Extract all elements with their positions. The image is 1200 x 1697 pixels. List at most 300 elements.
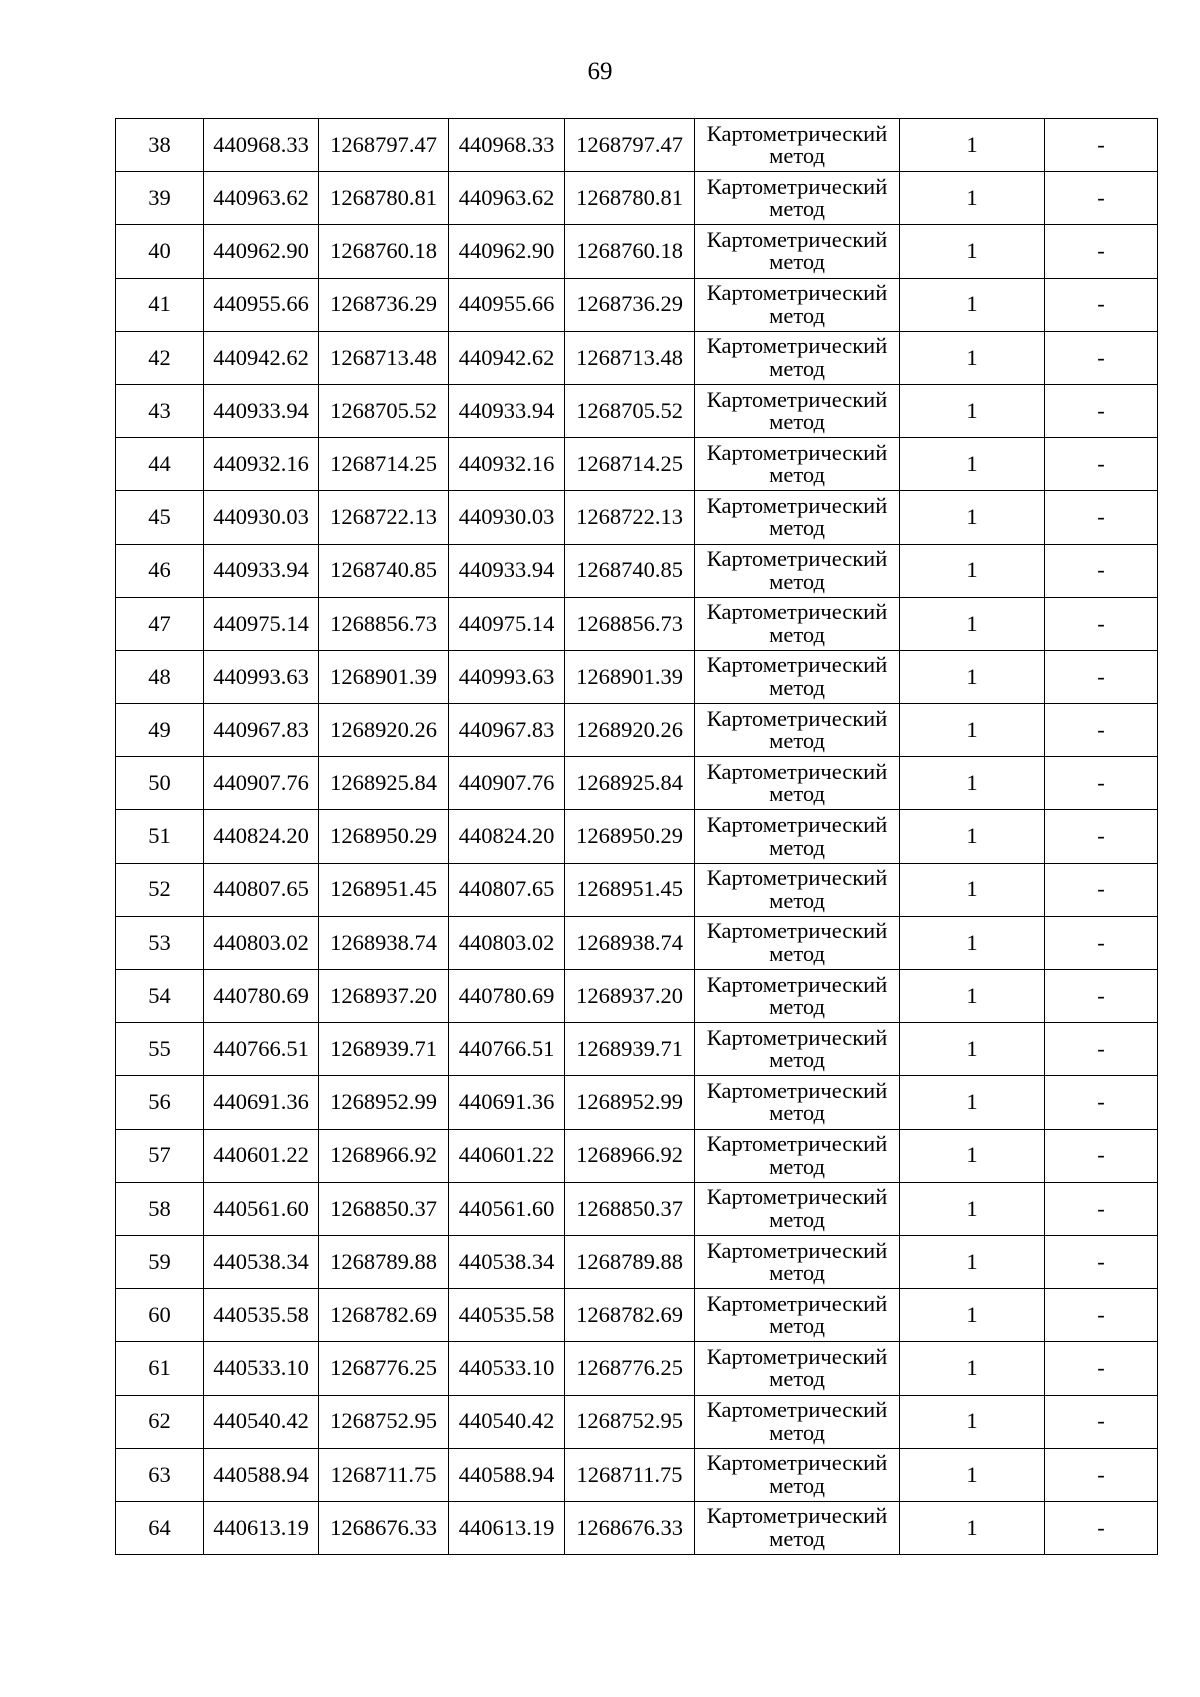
method-line-2: метод bbox=[769, 1260, 825, 1286]
method-line-1: Картометрический bbox=[706, 1024, 888, 1050]
point-number-cell: 46 bbox=[116, 544, 204, 597]
x-refined-cell: 440691.36 bbox=[449, 1076, 565, 1129]
method-cell bbox=[695, 1342, 900, 1395]
x-existing-cell: 440933.94 bbox=[204, 544, 319, 597]
y-refined-cell: 1268951.45 bbox=[565, 863, 695, 916]
point-number-cell: 52 bbox=[116, 863, 204, 916]
y-refined-cell: 1268939.71 bbox=[565, 1023, 695, 1076]
y-existing-cell: 1268713.48 bbox=[319, 331, 449, 384]
x-refined-cell: 440993.63 bbox=[449, 650, 565, 703]
point-number-cell: 63 bbox=[116, 1448, 204, 1501]
accuracy-cell: 1 bbox=[900, 1501, 1045, 1554]
table-row bbox=[116, 1395, 1158, 1448]
method-line-1: Картометрический bbox=[706, 1397, 888, 1423]
x-refined-cell: 440955.66 bbox=[449, 278, 565, 331]
accuracy-cell: 1 bbox=[900, 491, 1045, 544]
y-refined-cell: 1268920.26 bbox=[565, 704, 695, 757]
y-existing-cell: 1268780.81 bbox=[319, 172, 449, 225]
accuracy-cell: 1 bbox=[900, 1023, 1045, 1076]
x-refined-cell: 440561.60 bbox=[449, 1182, 565, 1235]
method-line-2: метод bbox=[769, 515, 825, 541]
method-line-2: метод bbox=[769, 568, 825, 594]
method-line-1: Картометрический bbox=[706, 758, 888, 784]
x-existing-cell: 440780.69 bbox=[204, 970, 319, 1023]
method-line-1: Картометрический bbox=[706, 1503, 888, 1529]
x-existing-cell: 440968.33 bbox=[204, 119, 319, 172]
y-existing-cell: 1268711.75 bbox=[319, 1448, 449, 1501]
note-cell: - bbox=[1045, 172, 1158, 225]
y-existing-cell: 1268920.26 bbox=[319, 704, 449, 757]
x-existing-cell: 440766.51 bbox=[204, 1023, 319, 1076]
method-cell bbox=[695, 1182, 900, 1235]
accuracy-cell: 1 bbox=[900, 1342, 1045, 1395]
x-existing-cell: 440535.58 bbox=[204, 1289, 319, 1342]
x-refined-cell: 440967.83 bbox=[449, 704, 565, 757]
y-existing-cell: 1268950.29 bbox=[319, 810, 449, 863]
point-number-cell: 62 bbox=[116, 1395, 204, 1448]
x-existing-cell: 440993.63 bbox=[204, 650, 319, 703]
x-existing-cell: 440962.90 bbox=[204, 225, 319, 278]
x-refined-cell: 440933.94 bbox=[449, 544, 565, 597]
note-cell: - bbox=[1045, 384, 1158, 437]
method-line-1: Картометрический bbox=[706, 1184, 888, 1210]
method-line-2: метод bbox=[769, 355, 825, 381]
note-cell: - bbox=[1045, 1448, 1158, 1501]
table-row bbox=[116, 438, 1158, 491]
method-line-1: Картометрический bbox=[706, 1237, 888, 1263]
table-row bbox=[116, 331, 1158, 384]
accuracy-cell: 1 bbox=[900, 438, 1045, 491]
method-line-2: метод bbox=[769, 728, 825, 754]
x-existing-cell: 440561.60 bbox=[204, 1182, 319, 1235]
method-cell bbox=[695, 1448, 900, 1501]
table-row bbox=[116, 1342, 1158, 1395]
x-existing-cell: 440613.19 bbox=[204, 1501, 319, 1554]
method-cell bbox=[695, 331, 900, 384]
y-existing-cell: 1268714.25 bbox=[319, 438, 449, 491]
accuracy-cell: 1 bbox=[900, 331, 1045, 384]
note-cell: - bbox=[1045, 438, 1158, 491]
method-cell bbox=[695, 491, 900, 544]
note-cell: - bbox=[1045, 810, 1158, 863]
table-row bbox=[116, 757, 1158, 810]
method-line-2: метод bbox=[769, 1206, 825, 1232]
x-existing-cell: 440588.94 bbox=[204, 1448, 319, 1501]
method-line-2: метод bbox=[769, 1153, 825, 1179]
y-existing-cell: 1268776.25 bbox=[319, 1342, 449, 1395]
y-existing-cell: 1268752.95 bbox=[319, 1395, 449, 1448]
method-cell bbox=[695, 1235, 900, 1288]
point-number-cell: 38 bbox=[116, 119, 204, 172]
coordinates-table bbox=[115, 118, 1158, 1555]
y-existing-cell: 1268952.99 bbox=[319, 1076, 449, 1129]
point-number-cell: 43 bbox=[116, 384, 204, 437]
point-number-cell: 45 bbox=[116, 491, 204, 544]
y-existing-cell: 1268760.18 bbox=[319, 225, 449, 278]
y-existing-cell: 1268951.45 bbox=[319, 863, 449, 916]
method-line-1: Картометрический bbox=[706, 812, 888, 838]
x-refined-cell: 440540.42 bbox=[449, 1395, 565, 1448]
y-existing-cell: 1268676.33 bbox=[319, 1501, 449, 1554]
point-number-cell: 54 bbox=[116, 970, 204, 1023]
accuracy-cell: 1 bbox=[900, 597, 1045, 650]
y-refined-cell: 1268776.25 bbox=[565, 1342, 695, 1395]
point-number-cell: 61 bbox=[116, 1342, 204, 1395]
y-refined-cell: 1268722.13 bbox=[565, 491, 695, 544]
table-row bbox=[116, 1182, 1158, 1235]
y-refined-cell: 1268713.48 bbox=[565, 331, 695, 384]
x-existing-cell: 440803.02 bbox=[204, 916, 319, 969]
accuracy-cell: 1 bbox=[900, 278, 1045, 331]
note-cell: - bbox=[1045, 331, 1158, 384]
method-line-1: Картометрический bbox=[706, 226, 888, 252]
x-refined-cell: 440807.65 bbox=[449, 863, 565, 916]
method-line-1: Картометрический bbox=[706, 1131, 888, 1157]
accuracy-cell: 1 bbox=[900, 1182, 1045, 1235]
accuracy-cell: 1 bbox=[900, 1289, 1045, 1342]
y-refined-cell: 1268950.29 bbox=[565, 810, 695, 863]
table-row bbox=[116, 278, 1158, 331]
method-line-1: Картометрический bbox=[706, 1343, 888, 1369]
method-line-2: метод bbox=[769, 1313, 825, 1339]
table-row bbox=[116, 119, 1158, 172]
method-line-2: метод bbox=[769, 1525, 825, 1551]
accuracy-cell: 1 bbox=[900, 1448, 1045, 1501]
x-existing-cell: 440930.03 bbox=[204, 491, 319, 544]
point-number-cell: 60 bbox=[116, 1289, 204, 1342]
x-existing-cell: 440601.22 bbox=[204, 1129, 319, 1182]
y-existing-cell: 1268901.39 bbox=[319, 650, 449, 703]
method-line-2: метод bbox=[769, 1100, 825, 1126]
y-refined-cell: 1268705.52 bbox=[565, 384, 695, 437]
y-refined-cell: 1268856.73 bbox=[565, 597, 695, 650]
y-refined-cell: 1268937.20 bbox=[565, 970, 695, 1023]
accuracy-cell: 1 bbox=[900, 810, 1045, 863]
note-cell: - bbox=[1045, 704, 1158, 757]
y-refined-cell: 1268797.47 bbox=[565, 119, 695, 172]
x-refined-cell: 440968.33 bbox=[449, 119, 565, 172]
x-refined-cell: 440932.16 bbox=[449, 438, 565, 491]
x-existing-cell: 440975.14 bbox=[204, 597, 319, 650]
accuracy-cell: 1 bbox=[900, 1076, 1045, 1129]
method-line-2: метод bbox=[769, 994, 825, 1020]
point-number-cell: 58 bbox=[116, 1182, 204, 1235]
x-refined-cell: 440601.22 bbox=[449, 1129, 565, 1182]
note-cell: - bbox=[1045, 1182, 1158, 1235]
x-existing-cell: 440691.36 bbox=[204, 1076, 319, 1129]
point-number-cell: 56 bbox=[116, 1076, 204, 1129]
accuracy-cell: 1 bbox=[900, 1235, 1045, 1288]
table-row bbox=[116, 225, 1158, 278]
method-line-1: Картометрический bbox=[706, 120, 888, 146]
note-cell: - bbox=[1045, 970, 1158, 1023]
method-line-1: Картометрический bbox=[706, 546, 888, 572]
x-refined-cell: 440975.14 bbox=[449, 597, 565, 650]
method-cell bbox=[695, 225, 900, 278]
note-cell: - bbox=[1045, 863, 1158, 916]
note-cell: - bbox=[1045, 1501, 1158, 1554]
method-cell bbox=[695, 1076, 900, 1129]
y-existing-cell: 1268938.74 bbox=[319, 916, 449, 969]
method-line-2: метод bbox=[769, 621, 825, 647]
method-cell bbox=[695, 1395, 900, 1448]
y-refined-cell: 1268740.85 bbox=[565, 544, 695, 597]
y-refined-cell: 1268782.69 bbox=[565, 1289, 695, 1342]
y-refined-cell: 1268736.29 bbox=[565, 278, 695, 331]
table-row bbox=[116, 491, 1158, 544]
y-existing-cell: 1268966.92 bbox=[319, 1129, 449, 1182]
point-number-cell: 57 bbox=[116, 1129, 204, 1182]
method-cell bbox=[695, 172, 900, 225]
x-existing-cell: 440967.83 bbox=[204, 704, 319, 757]
note-cell: - bbox=[1045, 1395, 1158, 1448]
note-cell: - bbox=[1045, 597, 1158, 650]
method-cell bbox=[695, 1501, 900, 1554]
point-number-cell: 55 bbox=[116, 1023, 204, 1076]
x-existing-cell: 440540.42 bbox=[204, 1395, 319, 1448]
y-refined-cell: 1268966.92 bbox=[565, 1129, 695, 1182]
method-line-1: Картометрический bbox=[706, 280, 888, 306]
method-line-1: Картометрический bbox=[706, 705, 888, 731]
note-cell: - bbox=[1045, 1129, 1158, 1182]
x-refined-cell: 440962.90 bbox=[449, 225, 565, 278]
y-refined-cell: 1268676.33 bbox=[565, 1501, 695, 1554]
note-cell: - bbox=[1045, 1342, 1158, 1395]
method-line-1: Картометрический bbox=[706, 652, 888, 678]
accuracy-cell: 1 bbox=[900, 863, 1045, 916]
table-row bbox=[116, 597, 1158, 650]
method-cell bbox=[695, 1129, 900, 1182]
note-cell: - bbox=[1045, 1289, 1158, 1342]
table-row bbox=[116, 1448, 1158, 1501]
y-existing-cell: 1268939.71 bbox=[319, 1023, 449, 1076]
method-cell bbox=[695, 916, 900, 969]
method-cell bbox=[695, 863, 900, 916]
x-refined-cell: 440907.76 bbox=[449, 757, 565, 810]
x-refined-cell: 440824.20 bbox=[449, 810, 565, 863]
method-cell bbox=[695, 119, 900, 172]
x-refined-cell: 440930.03 bbox=[449, 491, 565, 544]
y-existing-cell: 1268850.37 bbox=[319, 1182, 449, 1235]
point-number-cell: 39 bbox=[116, 172, 204, 225]
method-line-2: метод bbox=[769, 196, 825, 222]
x-existing-cell: 440807.65 bbox=[204, 863, 319, 916]
coordinates-table-body bbox=[116, 119, 1158, 1555]
accuracy-cell: 1 bbox=[900, 916, 1045, 969]
note-cell: - bbox=[1045, 491, 1158, 544]
x-existing-cell: 440907.76 bbox=[204, 757, 319, 810]
method-line-2: метод bbox=[769, 887, 825, 913]
x-existing-cell: 440963.62 bbox=[204, 172, 319, 225]
x-refined-cell: 440613.19 bbox=[449, 1501, 565, 1554]
table-row bbox=[116, 863, 1158, 916]
x-refined-cell: 440933.94 bbox=[449, 384, 565, 437]
method-line-2: метод bbox=[769, 781, 825, 807]
accuracy-cell: 1 bbox=[900, 704, 1045, 757]
table-row bbox=[116, 1289, 1158, 1342]
y-existing-cell: 1268740.85 bbox=[319, 544, 449, 597]
table-row bbox=[116, 1129, 1158, 1182]
x-existing-cell: 440533.10 bbox=[204, 1342, 319, 1395]
method-line-1: Картометрический bbox=[706, 918, 888, 944]
x-refined-cell: 440588.94 bbox=[449, 1448, 565, 1501]
method-line-2: метод bbox=[769, 249, 825, 275]
table-row bbox=[116, 1076, 1158, 1129]
accuracy-cell: 1 bbox=[900, 1395, 1045, 1448]
x-existing-cell: 440933.94 bbox=[204, 384, 319, 437]
note-cell: - bbox=[1045, 1235, 1158, 1288]
table-row bbox=[116, 650, 1158, 703]
method-line-2: метод bbox=[769, 143, 825, 169]
y-refined-cell: 1268938.74 bbox=[565, 916, 695, 969]
x-refined-cell: 440535.58 bbox=[449, 1289, 565, 1342]
note-cell: - bbox=[1045, 1076, 1158, 1129]
accuracy-cell: 1 bbox=[900, 650, 1045, 703]
point-number-cell: 44 bbox=[116, 438, 204, 491]
method-line-1: Картометрический bbox=[706, 1290, 888, 1316]
accuracy-cell: 1 bbox=[900, 172, 1045, 225]
note-cell: - bbox=[1045, 650, 1158, 703]
y-refined-cell: 1268714.25 bbox=[565, 438, 695, 491]
method-cell bbox=[695, 384, 900, 437]
point-number-cell: 59 bbox=[116, 1235, 204, 1288]
table-row bbox=[116, 172, 1158, 225]
point-number-cell: 51 bbox=[116, 810, 204, 863]
point-number-cell: 40 bbox=[116, 225, 204, 278]
x-refined-cell: 440942.62 bbox=[449, 331, 565, 384]
point-number-cell: 49 bbox=[116, 704, 204, 757]
table-row bbox=[116, 1235, 1158, 1288]
method-line-2: метод bbox=[769, 462, 825, 488]
method-line-2: метод bbox=[769, 940, 825, 966]
method-cell bbox=[695, 810, 900, 863]
method-line-1: Картометрический bbox=[706, 492, 888, 518]
y-refined-cell: 1268711.75 bbox=[565, 1448, 695, 1501]
y-refined-cell: 1268901.39 bbox=[565, 650, 695, 703]
method-line-2: метод bbox=[769, 302, 825, 328]
note-cell: - bbox=[1045, 119, 1158, 172]
method-cell bbox=[695, 544, 900, 597]
x-refined-cell: 440538.34 bbox=[449, 1235, 565, 1288]
table-row bbox=[116, 810, 1158, 863]
point-number-cell: 53 bbox=[116, 916, 204, 969]
method-cell bbox=[695, 757, 900, 810]
page-number: 69 bbox=[587, 58, 613, 85]
y-refined-cell: 1268925.84 bbox=[565, 757, 695, 810]
y-existing-cell: 1268736.29 bbox=[319, 278, 449, 331]
point-number-cell: 47 bbox=[116, 597, 204, 650]
y-refined-cell: 1268850.37 bbox=[565, 1182, 695, 1235]
point-number-cell: 42 bbox=[116, 331, 204, 384]
y-refined-cell: 1268780.81 bbox=[565, 172, 695, 225]
x-refined-cell: 440963.62 bbox=[449, 172, 565, 225]
method-cell bbox=[695, 704, 900, 757]
y-refined-cell: 1268752.95 bbox=[565, 1395, 695, 1448]
table-row bbox=[116, 970, 1158, 1023]
method-line-1: Картометрический bbox=[706, 173, 888, 199]
x-existing-cell: 440942.62 bbox=[204, 331, 319, 384]
table-row bbox=[116, 704, 1158, 757]
note-cell: - bbox=[1045, 1023, 1158, 1076]
method-cell bbox=[695, 438, 900, 491]
table-row bbox=[116, 1501, 1158, 1554]
y-existing-cell: 1268925.84 bbox=[319, 757, 449, 810]
method-cell bbox=[695, 970, 900, 1023]
x-refined-cell: 440766.51 bbox=[449, 1023, 565, 1076]
method-line-1: Картометрический bbox=[706, 865, 888, 891]
y-existing-cell: 1268705.52 bbox=[319, 384, 449, 437]
y-refined-cell: 1268952.99 bbox=[565, 1076, 695, 1129]
method-cell bbox=[695, 650, 900, 703]
table-row bbox=[116, 544, 1158, 597]
accuracy-cell: 1 bbox=[900, 119, 1045, 172]
accuracy-cell: 1 bbox=[900, 544, 1045, 597]
note-cell: - bbox=[1045, 916, 1158, 969]
method-line-1: Картометрический bbox=[706, 1450, 888, 1476]
x-existing-cell: 440824.20 bbox=[204, 810, 319, 863]
y-existing-cell: 1268782.69 bbox=[319, 1289, 449, 1342]
accuracy-cell: 1 bbox=[900, 757, 1045, 810]
point-number-cell: 41 bbox=[116, 278, 204, 331]
accuracy-cell: 1 bbox=[900, 225, 1045, 278]
accuracy-cell: 1 bbox=[900, 970, 1045, 1023]
table-row bbox=[116, 384, 1158, 437]
method-line-1: Картометрический bbox=[706, 439, 888, 465]
point-number-cell: 48 bbox=[116, 650, 204, 703]
method-line-1: Картометрический bbox=[706, 599, 888, 625]
method-line-1: Картометрический bbox=[706, 971, 888, 997]
y-existing-cell: 1268722.13 bbox=[319, 491, 449, 544]
x-refined-cell: 440780.69 bbox=[449, 970, 565, 1023]
accuracy-cell: 1 bbox=[900, 1129, 1045, 1182]
note-cell: - bbox=[1045, 225, 1158, 278]
y-existing-cell: 1268797.47 bbox=[319, 119, 449, 172]
x-existing-cell: 440932.16 bbox=[204, 438, 319, 491]
note-cell: - bbox=[1045, 757, 1158, 810]
point-number-cell: 64 bbox=[116, 1501, 204, 1554]
method-line-2: метод bbox=[769, 1047, 825, 1073]
x-existing-cell: 440955.66 bbox=[204, 278, 319, 331]
method-cell bbox=[695, 597, 900, 650]
method-cell bbox=[695, 278, 900, 331]
method-line-2: метод bbox=[769, 409, 825, 435]
method-cell bbox=[695, 1023, 900, 1076]
x-existing-cell: 440538.34 bbox=[204, 1235, 319, 1288]
table-row bbox=[116, 916, 1158, 969]
y-existing-cell: 1268789.88 bbox=[319, 1235, 449, 1288]
method-line-1: Картометрический bbox=[706, 1077, 888, 1103]
method-line-1: Картометрический bbox=[706, 386, 888, 412]
point-number-cell: 50 bbox=[116, 757, 204, 810]
y-refined-cell: 1268760.18 bbox=[565, 225, 695, 278]
y-refined-cell: 1268789.88 bbox=[565, 1235, 695, 1288]
method-line-2: метод bbox=[769, 674, 825, 700]
method-line-2: метод bbox=[769, 1472, 825, 1498]
y-existing-cell: 1268937.20 bbox=[319, 970, 449, 1023]
method-line-2: метод bbox=[769, 1366, 825, 1392]
method-line-2: метод bbox=[769, 834, 825, 860]
method-line-1: Картометрический bbox=[706, 333, 888, 359]
x-refined-cell: 440803.02 bbox=[449, 916, 565, 969]
table-row bbox=[116, 1023, 1158, 1076]
y-existing-cell: 1268856.73 bbox=[319, 597, 449, 650]
note-cell: - bbox=[1045, 544, 1158, 597]
note-cell: - bbox=[1045, 278, 1158, 331]
method-cell bbox=[695, 1289, 900, 1342]
x-refined-cell: 440533.10 bbox=[449, 1342, 565, 1395]
accuracy-cell: 1 bbox=[900, 384, 1045, 437]
method-line-2: метод bbox=[769, 1419, 825, 1445]
